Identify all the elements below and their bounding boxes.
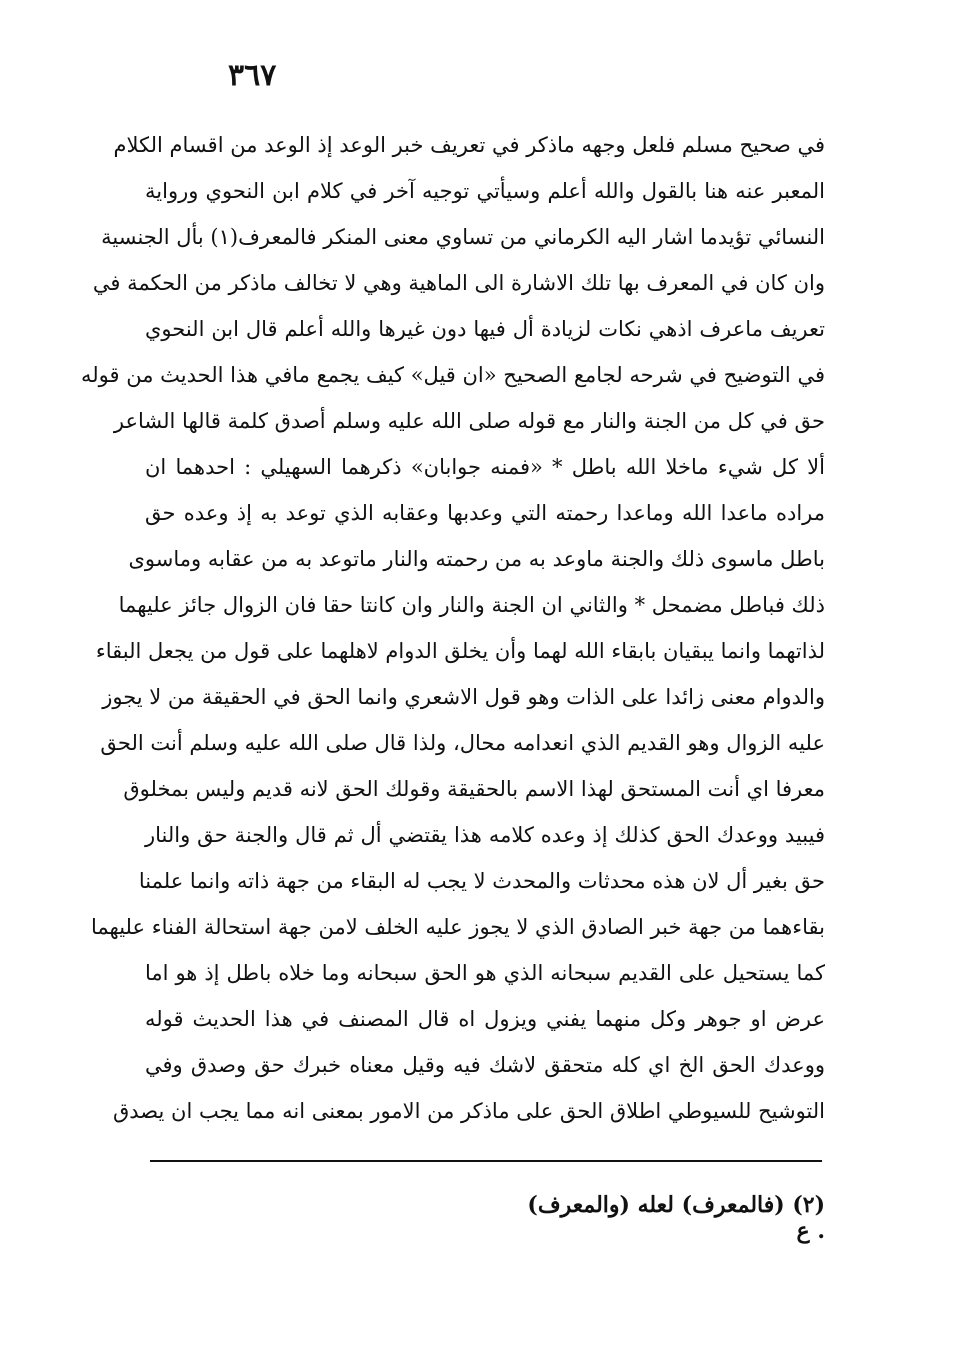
text-line: معرفا اي أنت المستحق لهذا الاسم بالحقيقة وقولك الحق لانه قديم وليس بمخلوق	[123, 777, 825, 801]
text-line: لذاتهما وانما يبقيان بابقاء الله لهما وأن يخلق الدوام لاهلهما على قول من يجعل البقاء	[95, 639, 825, 663]
text-line: حق بغير أل لان هذه محدثات والمحدث لا يجب له البقاء من جهة ذاته وانما علمنا	[138, 869, 825, 893]
text-line: عليه الزوال وهو القديم الذي انعدامه محال، ولذا قال صلى الله عليه وسلم أنت الحق	[100, 731, 825, 755]
text-line: ذلك فباطل مضمحل * والثاني ان الجنة والنار وان كانتا حقا فان الزوال جائز عليهما	[118, 593, 825, 617]
text-line: تعريف ماعرف اذهي نكات لزيادة أل فيها دون غيرها والله أعلم قال ابن النحوي	[145, 317, 825, 341]
text-line: والدوام معنى زائدا على الذات وهو قول الاشعري وانما الحق في الحقيقة من لا يجوز	[102, 685, 825, 709]
text-line: التوشيح للسيوطي اطلاق الحق على ماذكر من الامور بمعنى انه مما يجب ان يصدق	[112, 1099, 825, 1123]
text-line: وان كان في المعرف بها تلك الاشارة الى الماهية وهي لا تخالف ماذكر من الحكمة في	[92, 271, 825, 295]
text-line: حق في كل من الجنة والنار مع قوله صلى الله عليه وسلم أصدق كلمة قالها الشاعر	[113, 409, 825, 433]
text-line: في التوضيح في شرحه لجامع الصحيح «ان قيل» كيف يجمع مافي هذا الحديث من قوله	[81, 363, 825, 387]
text-line: بقاءهما من جهة خبر الصادق الذي لا يجوز عليه الخلف لامن جهة استحالة الفناء عليهما	[91, 915, 825, 939]
text-line: باطل ماسوى ذلك والجنة ماوعد به من رحمته والنار ماتوعد به من عقابه وماسوى	[128, 547, 825, 571]
text-line: فيبيد ووعدك الحق كذلك إذ وعده كلامه هذا يقتضي أل ثم قال والجنة حق والنار	[145, 823, 825, 847]
text-line: كما يستحيل على القديم سبحانه الذي هو الحق سبحانه وما خلاه باطل إذ هو اما	[145, 961, 825, 985]
text-line: عرض او جوهر وكل منهما يفني ويزول اه قال المصنف في هذا الحديث قوله	[145, 1007, 825, 1031]
body-text	[81, 122, 825, 1134]
text-line: النسائي تؤيدما اشار اليه الكرماني من تساوي معنى المنكر فالمعرف(١) بأل الجنسية	[101, 225, 825, 249]
text-line: ووعدك الحق الخ اي كله متحقق لاشك فيه وقيل معناه خبرك حق وصدق وفي	[145, 1053, 825, 1077]
text-line: مراده ماعدا الله وماعدا رحمته التي وعدبها وعقابه الذي توعد به إذ وعده حق	[145, 501, 825, 525]
text-line: ألا كل شيء ماخلا الله باطل * «فمنه جوابان» ذكرهما السهيلي : احدهما ان	[145, 455, 825, 479]
text-line: في صحيح مسلم فلعل وجهه ماذكر في تعريف خبر الوعد إذ الوعد من اقسام الكلام	[113, 133, 825, 157]
text-line: المعبر عنه هنا بالقول والله أعلم وسيأتي توجيه آخر في كلام ابن النحوي ورواية	[145, 179, 825, 203]
page-number: ٣٦٧	[228, 58, 277, 93]
footnote: (٢) (فالمعرف) لعله (والمعرف) . ع	[527, 1192, 825, 1244]
footnote-divider	[150, 1160, 822, 1162]
